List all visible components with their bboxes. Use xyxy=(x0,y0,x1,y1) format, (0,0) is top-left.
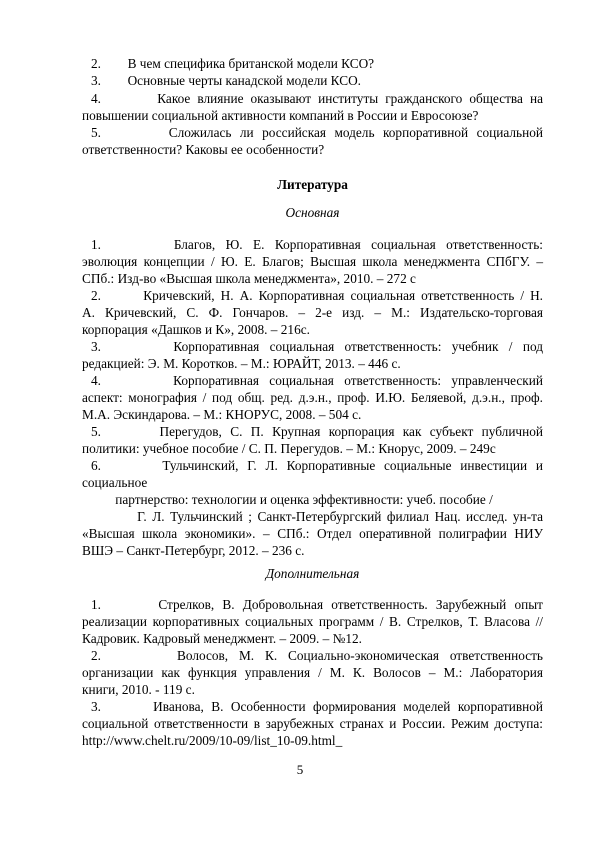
additional-literature-heading: Дополнительная xyxy=(265,566,360,581)
main-ref-1-line-3: СПб.: Изд-во «Высшая школа менеджмента», 2010. – 272 с xyxy=(82,271,416,286)
question-4-line-2: повышении социальной активности компаний в России и Евросоюзе? xyxy=(82,108,479,123)
page-number: 5 xyxy=(296,762,304,777)
question-3: 3. Основные черты канадской модели КСО. xyxy=(91,73,361,88)
main-ref-5-line-2: политики: учебное пособие / С. П. Перегудов. – М.: Кнорус, 2009. – 249с xyxy=(82,441,496,456)
main-ref-6-line-1: 6. Тульчинский, Г. Л. Корпоративные социальные инвестиции и xyxy=(91,458,543,473)
main-ref-6-line-6: ВШЭ – Санкт-Петербург, 2012. – 236 с. xyxy=(82,543,305,558)
additional-ref-1-line-3: Кадровик. Кадровый менеджмент. – 2009. – №12. xyxy=(82,631,362,646)
additional-ref-3-line-2: социальной ответственности в зарубежных странах и России. Режим доступа: xyxy=(82,716,543,731)
main-ref-2-line-3: корпорация «Дашков и К», 2008. – 216с. xyxy=(82,322,310,337)
main-ref-1-line-2: эволюция концепции / Ю. Е. Благов; Высшая школа менеджмента СПбГУ. – xyxy=(82,254,543,269)
question-2: 2. В чем специфика британской модели КСО? xyxy=(91,56,375,71)
additional-ref-2-line-3: книги, 2010. - 119 с. xyxy=(82,682,195,697)
main-ref-6-line-2: социальное xyxy=(82,475,148,490)
additional-ref-3-link[interactable]: http://www.chelt.ru/2009/10-09/list_10-09.html_ xyxy=(82,733,343,748)
main-literature-heading: Основная xyxy=(285,205,340,220)
question-5-line-1: 5. Сложилась ли российская модель корпоративной социальной xyxy=(91,125,543,140)
additional-ref-2-line-1: 2. Волосов, М. К. Социально-экономическая ответственность xyxy=(91,648,543,663)
main-ref-4-line-3: М.А. Эскиндарова. – М.: КНОРУС, 2008. – 504 с. xyxy=(82,407,362,422)
main-ref-4-line-1: 4. Корпоративная социальная ответственность: управленческий xyxy=(91,373,543,388)
main-ref-6-line-3: партнерство: технологии и оценка эффективности: учеб. пособие / xyxy=(82,492,493,507)
main-ref-6-line-4: Г. Л. Тульчинский ; Санкт-Петербургский филиал Нац. исслед. ун-та xyxy=(82,509,543,524)
main-ref-4-line-2: аспект: монография / под общ. ред. д.э.н., проф. И.Ю. Беляевой, д.э.н., проф. xyxy=(82,390,543,405)
additional-ref-3-line-1: 3. Иванова, В. Особенности формирования моделей корпоративной xyxy=(91,699,543,714)
main-ref-2-line-2: А. Кричевский, С. Ф. Гончаров. – 2-е изд. – М.: Издательско-торговая xyxy=(82,305,543,320)
question-4-line-1: 4. Какое влияние оказывают институты гражданского общества на xyxy=(91,91,543,106)
additional-ref-1-line-2: реализации корпоративных социальных программ / В. Стрелков, Т. Власова // xyxy=(82,614,543,629)
main-ref-5-line-1: 5. Перегудов, С. П. Крупная корпорация как субъект публичной xyxy=(91,424,543,439)
main-ref-2-line-1: 2. Кричевский, Н. А. Корпоративная социальная ответственность / Н. xyxy=(91,288,543,303)
question-5-line-2: ответственности? Каковы ее особенности? xyxy=(82,142,325,157)
main-ref-1-line-1: 1. Благов, Ю. Е. Корпоративная социальная ответственность: xyxy=(91,237,543,252)
additional-ref-1-line-1: 1. Стрелков, В. Добровольная ответственность. Зарубежный опыт xyxy=(91,597,543,612)
main-ref-6-line-5: «Высшая школа экономики». – СПб.: Отдел оперативной полиграфии НИУ xyxy=(82,526,543,541)
main-ref-3-line-2: редакцией: Э. М. Коротков. – М.: ЮРАЙТ, 2013. – 446 с. xyxy=(82,356,401,371)
main-ref-3-line-1: 3. Корпоративная социальная ответственность: учебник / под xyxy=(91,339,543,354)
literature-heading: Литература xyxy=(277,177,348,192)
additional-ref-2-line-2: организации как функция управления / М. К. Волосов – М.: Лаборатория xyxy=(82,665,543,680)
